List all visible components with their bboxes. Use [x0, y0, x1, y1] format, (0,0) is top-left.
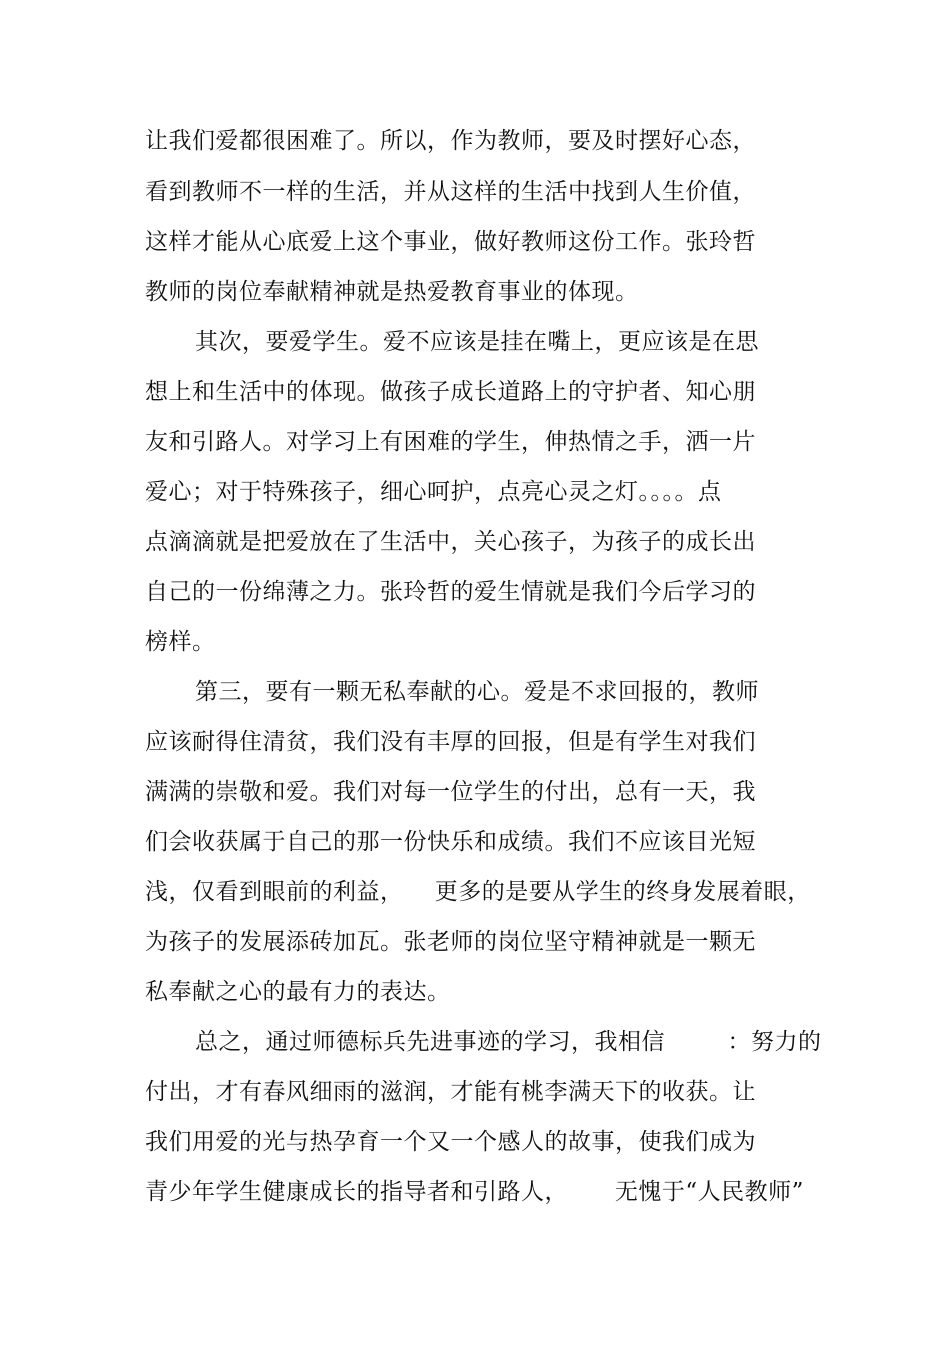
- text-line: 点滴滴就是把爱放在了生活中，关心孩子，为孩子的成长出: [145, 529, 756, 555]
- text-line: 浅，仅看到眼前的利益， 更多的是要从学生的终身发展着眼，: [145, 879, 811, 905]
- text-line: 教师的岗位奉献精神就是热爱教育事业的体现。: [145, 279, 639, 305]
- text-line: 我们用爱的光与热孕育一个又一个感人的故事，使我们成为: [145, 1129, 756, 1155]
- text-line: 爱心；对于特殊孩子，细心呵护，点亮心灵之灯。。。。点: [145, 479, 722, 505]
- text-line: 私奉献之心的最有力的表达。: [145, 979, 451, 1005]
- text-line: 看到教师不一样的生活，并从这样的生活中找到人生价值，: [145, 179, 756, 205]
- text-line: 这样才能从心底爱上这个事业，做好教师这份工作。张玲哲: [145, 229, 756, 255]
- text-line: 应该耐得住清贫，我们没有丰厚的回报，但是有学生对我们: [145, 729, 756, 755]
- text-line: 们会收获属于自己的那一份快乐和成绩。我们不应该目光短: [145, 829, 756, 855]
- text-line: 让我们爱都很困难了。所以，作为教师，要及时摆好心态，: [145, 128, 756, 154]
- paragraph-start: 第三，要有一颗无私奉献的心。爱是不求回报的，教师: [195, 679, 759, 705]
- paragraph-start: 总之，通过师德标兵先进事迹的学习，我相信 ：努力的: [195, 1029, 822, 1055]
- text-line: 友和引路人。对学习上有困难的学生，伸热情之手，洒一片: [145, 429, 756, 455]
- text-line: 满满的崇敬和爱。我们对每一位学生的付出，总有一天，我: [145, 779, 756, 805]
- text-line: 自己的一份绵薄之力。张玲哲的爱生情就是我们今后学习的: [145, 579, 756, 605]
- text-line: 榜样。: [145, 629, 216, 655]
- text-line: 付出，才有春风细雨的滋润，才能有桃李满天下的收获。让: [145, 1079, 756, 1105]
- text-line: 青少年学生健康成长的指导者和引路人， 无愧于“人民教师”: [145, 1179, 804, 1205]
- paragraph-start: 其次，要爱学生。爱不应该是挂在嘴上，更应该是在思: [195, 329, 759, 355]
- text-line: 想上和生活中的体现。做孩子成长道路上的守护者、知心朋: [145, 379, 756, 405]
- text-line: 为孩子的发展添砖加瓦。张老师的岗位坚守精神就是一颗无: [145, 929, 756, 955]
